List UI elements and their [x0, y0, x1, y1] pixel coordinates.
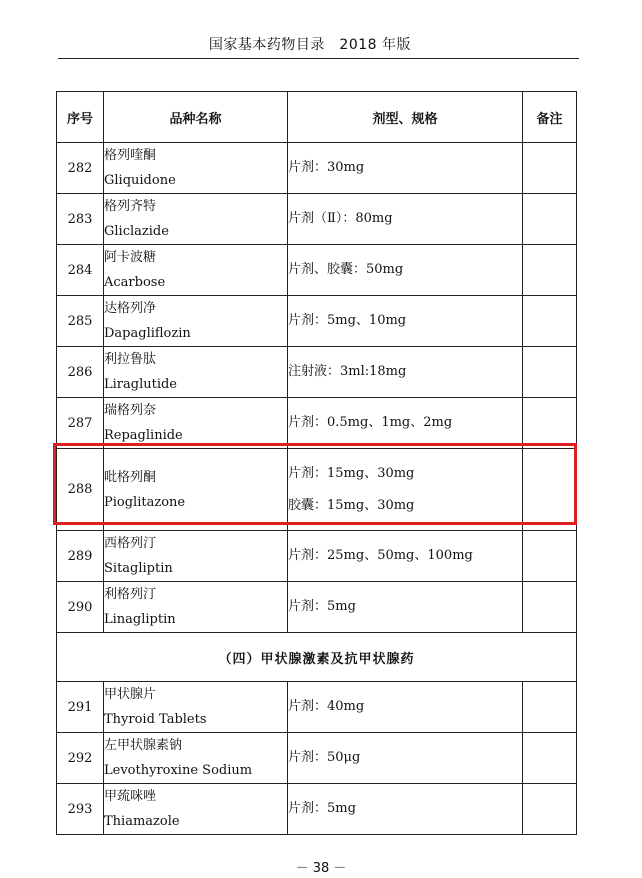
dosage-spec-cell [288, 682, 523, 733]
note-cell [523, 143, 577, 194]
drug-name-chinese: 甲状腺片 [104, 687, 157, 702]
dosage-spec-cell [288, 784, 523, 835]
drug-name-chinese: 利格列汀 [104, 587, 157, 602]
note-cell [523, 194, 577, 245]
note-cell [523, 398, 577, 449]
drug-name-chinese: 利拉鲁肽 [104, 352, 157, 367]
drug-name-cell [104, 347, 288, 398]
dosage-spec-cell [288, 531, 523, 582]
row-number: 288 [57, 449, 104, 531]
page-header [58, 28, 579, 59]
drug-name-cell [104, 682, 288, 733]
drug-name-chinese: 甲巯咪唑 [104, 789, 157, 804]
drug-name-chinese: 吡格列酮 [104, 469, 157, 485]
row-number: 284 [57, 245, 104, 296]
section-title: （四）甲状腺激素及抗甲状腺药 [57, 633, 577, 682]
table-row [57, 733, 577, 784]
table-row [57, 582, 577, 633]
drug-name-cell [104, 194, 288, 245]
note-cell [523, 784, 577, 835]
drug-name-cell [104, 398, 288, 449]
row-number: 289 [57, 531, 104, 582]
drug-name-english: Repaglinide [104, 428, 183, 443]
row-number: 292 [57, 733, 104, 784]
table-row [57, 784, 577, 835]
note-cell [523, 682, 577, 733]
drug-name-english: Pioglitazone [104, 494, 186, 510]
table-row [57, 194, 577, 245]
table-row [57, 347, 577, 398]
dosage-spec-cell [288, 143, 523, 194]
drug-name-cell [104, 296, 288, 347]
column-header-note: 备注 [523, 92, 577, 143]
page-number: － 38 － [295, 861, 347, 876]
dosage-spec: 注射液：3ml:18mg [288, 364, 407, 379]
drug-name-english: Dapagliflozin [104, 326, 191, 341]
document-title: 国家基本药物目录 2018 年版 [208, 37, 411, 53]
drug-name-cell [104, 582, 288, 633]
dosage-spec-cell [288, 733, 523, 784]
table-row [57, 245, 577, 296]
dosage-spec: 片剂：5mg、10mg [288, 313, 407, 328]
drug-name-english: Sitagliptin [104, 561, 173, 576]
column-header-name: 品种名称 [104, 92, 288, 143]
drug-name-cell [104, 733, 288, 784]
dosage-spec-cell [288, 296, 523, 347]
dosage-spec: 片剂：30mg [288, 160, 365, 175]
drug-name-chinese: 左甲状腺素钠 [104, 738, 183, 753]
table-row [57, 296, 577, 347]
dosage-spec: 片剂：5mg [288, 599, 356, 614]
dosage-spec-cell [288, 347, 523, 398]
note-cell [523, 347, 577, 398]
row-number: 291 [57, 682, 104, 733]
row-number: 293 [57, 784, 104, 835]
column-header-number: 序号 [57, 92, 104, 143]
drug-name-chinese: 达格列净 [104, 301, 157, 316]
table-row [57, 531, 577, 582]
note-cell [523, 582, 577, 633]
row-number: 282 [57, 143, 104, 194]
drug-name-english: Linagliptin [104, 612, 176, 627]
note-cell [523, 733, 577, 784]
row-number: 287 [57, 398, 104, 449]
dosage-spec: 片剂（Ⅱ）：80mg [288, 211, 393, 226]
row-number: 290 [57, 582, 104, 633]
table-row [57, 682, 577, 733]
dosage-spec: 片剂、胶囊：50mg [288, 262, 404, 277]
dosage-spec: 片剂：5mg [288, 801, 356, 816]
drug-name-chinese: 格列喹酮 [104, 148, 157, 163]
drug-name-chinese: 格列齐特 [104, 199, 157, 214]
drug-name-chinese: 瑞格列奈 [104, 403, 157, 418]
column-header-spec: 剂型、规格 [288, 92, 523, 143]
row-number: 286 [57, 347, 104, 398]
drug-name-english: Thiamazole [104, 814, 180, 829]
dosage-spec: 片剂：40mg [288, 699, 365, 714]
drug-name-chinese: 阿卡波糖 [104, 250, 157, 265]
drug-name-cell [104, 143, 288, 194]
dosage-spec: 片剂：0.5mg、1mg、2mg [288, 415, 453, 430]
dosage-spec: 片剂：50μg [288, 750, 361, 765]
dosage-spec: 胶囊：15mg、30mg [288, 497, 415, 513]
drug-name-english: Acarbose [104, 275, 166, 290]
note-cell [523, 296, 577, 347]
row-number: 285 [57, 296, 104, 347]
drug-name-cell [104, 245, 288, 296]
drug-name-english: Gliquidone [104, 173, 176, 188]
dosage-spec-cell [288, 398, 523, 449]
highlight-annotation-box [53, 443, 577, 525]
dosage-spec-cell [288, 194, 523, 245]
dosage-spec: 片剂：15mg、30mg [288, 465, 415, 481]
drug-name-cell [104, 784, 288, 835]
drug-name-english: Liraglutide [104, 377, 178, 392]
section-header-row [57, 633, 577, 682]
dosage-spec-cell [288, 582, 523, 633]
drug-name-english: Thyroid Tablets [104, 712, 207, 727]
drug-name-english: Levothyroxine Sodium [104, 763, 253, 778]
table-row [57, 398, 577, 449]
dosage-spec-cell [288, 245, 523, 296]
drug-name-cell [104, 531, 288, 582]
drug-name-chinese: 西格列汀 [104, 536, 157, 551]
note-cell [523, 531, 577, 582]
table-row [57, 143, 577, 194]
row-number: 283 [57, 194, 104, 245]
dosage-spec: 片剂：25mg、50mg、100mg [288, 548, 473, 563]
note-cell [523, 245, 577, 296]
drug-name-english: Gliclazide [104, 224, 169, 239]
